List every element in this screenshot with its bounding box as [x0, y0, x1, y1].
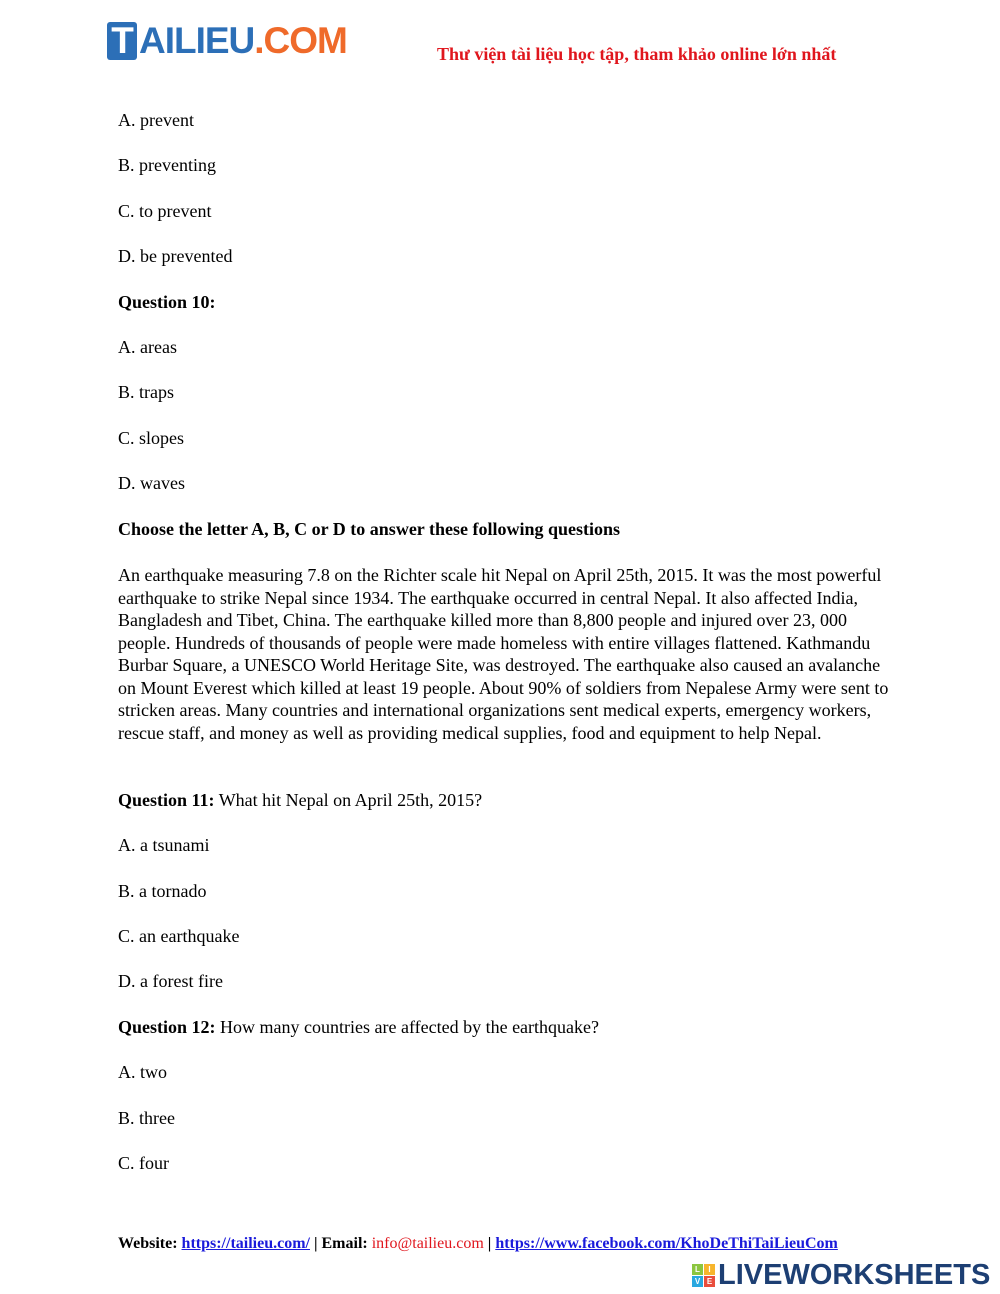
q11-text: What hit Nepal on April 25th, 2015?	[214, 790, 483, 810]
q12-label: Question 12:	[118, 1017, 216, 1037]
website-link[interactable]: https://tailieu.com/	[181, 1235, 310, 1252]
header-tagline: Thư viện tài liệu học tập, tham khảo online lớn nhất	[437, 44, 837, 64]
liveworksheets-watermark	[692, 1260, 990, 1291]
email-label: | Email:	[309, 1235, 372, 1252]
logo-letter: L	[692, 1264, 703, 1275]
q12-option-b: B. three	[118, 1108, 175, 1128]
email-link[interactable]: info@tailieu.com	[371, 1235, 484, 1252]
q9-option-b: B. preventing	[118, 155, 216, 175]
website-label: Website:	[118, 1235, 182, 1252]
watermark-text: LIVEWORKSHEETS	[718, 1259, 991, 1291]
q11-label: Question 11:	[118, 790, 215, 810]
q10-option-c: C. slopes	[118, 428, 185, 448]
q10-option-a: A. areas	[118, 337, 177, 357]
q9-option-a: A. prevent	[118, 110, 194, 130]
logo-letter: E	[704, 1276, 715, 1287]
q11-option-a: A. a tsunami	[118, 835, 210, 855]
logo-letter: I	[704, 1264, 715, 1275]
instruction: Choose the letter A, B, C or D to answer these following questions	[118, 519, 620, 539]
q11-option-d: D. a forest fire	[118, 971, 223, 991]
logo-letter: V	[692, 1276, 703, 1287]
q12-text: How many countries are affected by the earthquake?	[215, 1017, 600, 1037]
tailieu-logo: T AILIEU .COM	[107, 20, 347, 62]
q12-option-c: C. four	[118, 1153, 169, 1173]
separator: |	[483, 1235, 496, 1252]
q9-option-c: C. to prevent	[118, 201, 212, 221]
q11-option-b: B. a tornado	[118, 881, 207, 901]
q10-option-b: B. traps	[118, 382, 174, 402]
reading-passage: An earthquake measuring 7.8 on the Richter scale hit Nepal on April 25th, 2015. It was the most powerful earthquake to strike Nepal since 1934. The earthquake occurred in central Nepal. It also affected India, Bangladesh and Tibet, China. The earthquake killed more than 8,800 people and injured over 23, 000 people. Hundreds of thousands of people were made homeless with entire villages flattened. Kathmandu Burbar Square, a UNESCO World Heritage Site, was destroyed. The earthquake also caused an avalanche on Mount Everest which killed at least 19 people. About 90% of soldiers from Nepalese Army were sent to stricken areas. Many countries and international organizations sent medical experts, emergency workers, rescue staff, and money as well as providing medical supplies, food and equipment to help Nepal.	[118, 565, 889, 743]
facebook-link[interactable]: https://www.facebook.com/KhoDeThiTaiLieuCom	[495, 1235, 838, 1252]
q12-option-a: A. two	[118, 1062, 167, 1082]
q9-option-d: D. be prevented	[118, 246, 233, 266]
q11-question	[118, 790, 482, 811]
q12-question	[118, 1017, 599, 1038]
footer	[118, 1234, 838, 1254]
liveworksheets-logo-icon	[692, 1264, 715, 1287]
q10-label: Question 10:	[118, 292, 216, 312]
q11-option-c: C. an earthquake	[118, 926, 240, 946]
q10-option-d: D. waves	[118, 473, 185, 493]
